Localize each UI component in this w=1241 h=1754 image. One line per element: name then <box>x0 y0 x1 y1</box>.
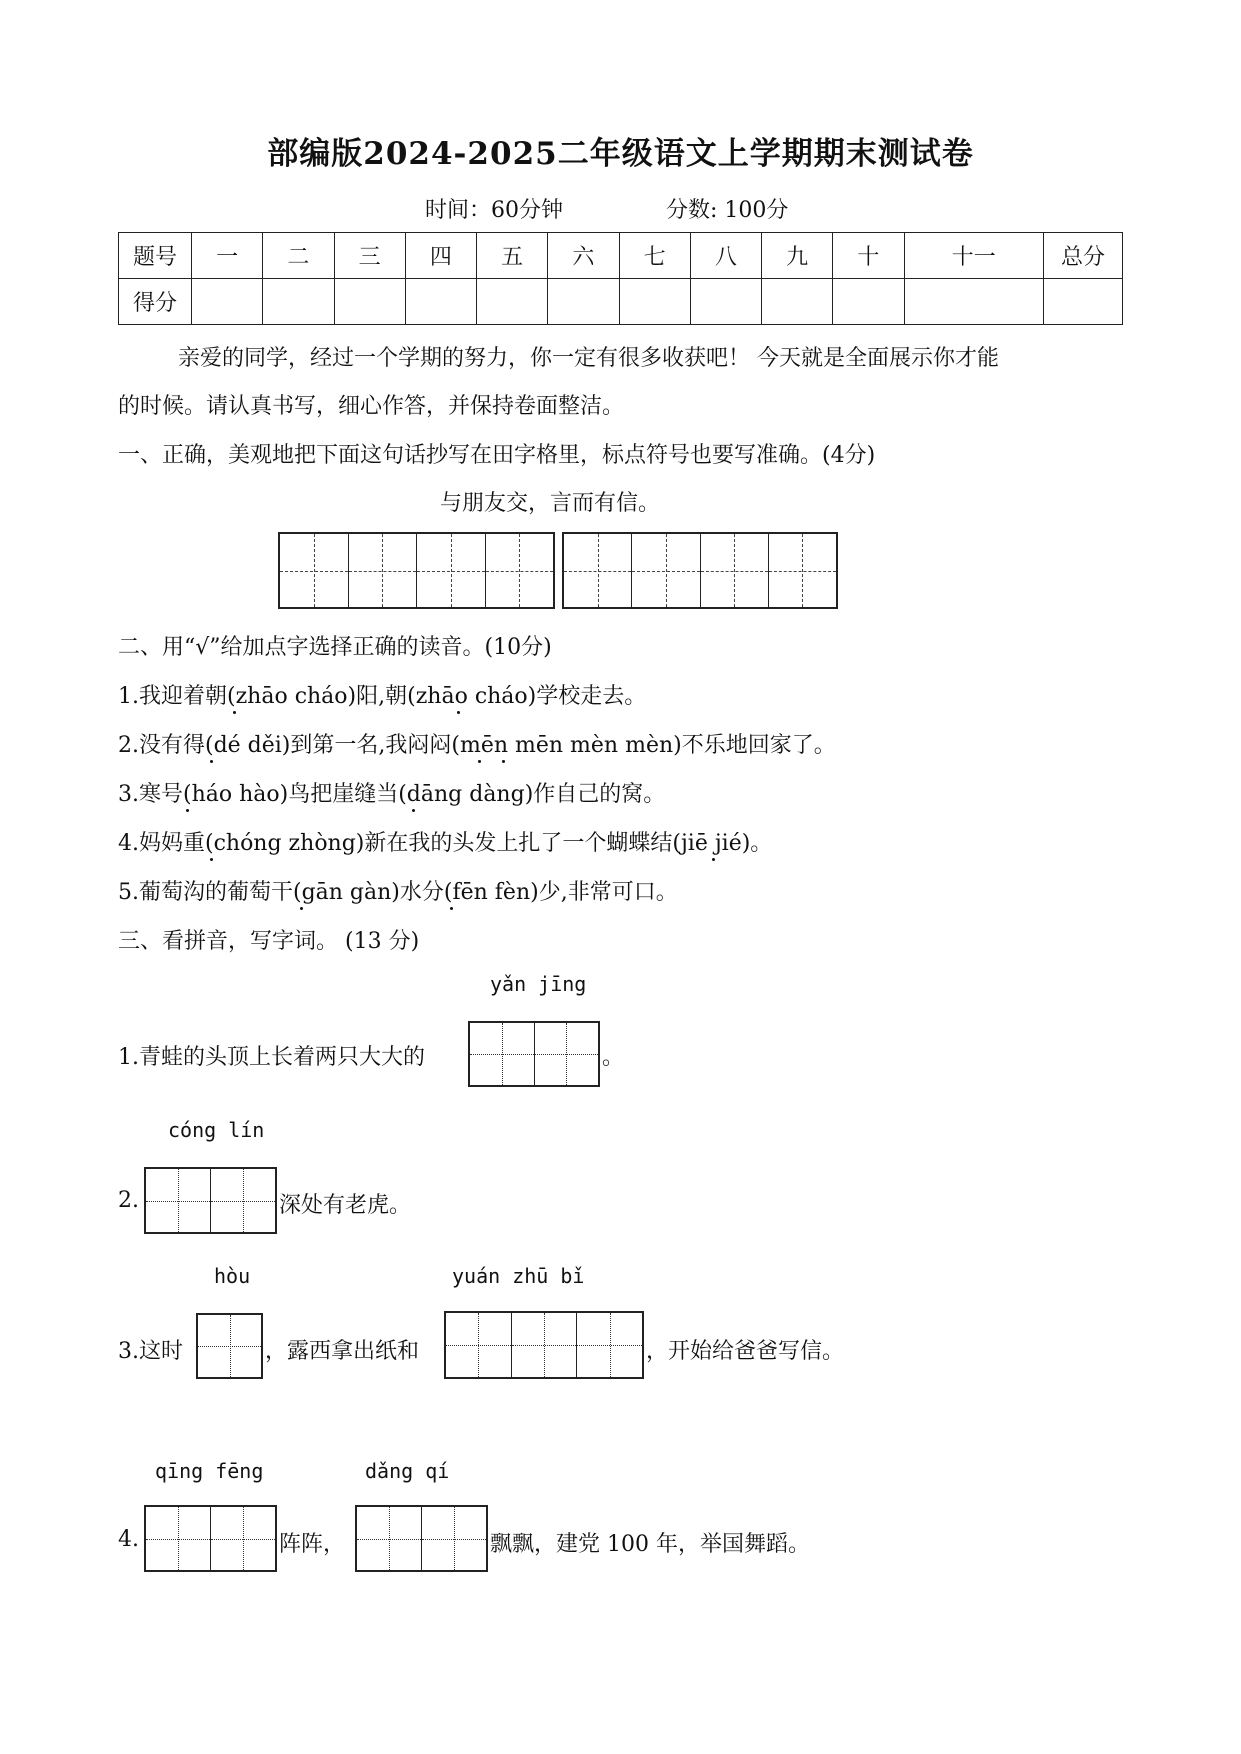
tianzige-cell[interactable] <box>211 1169 275 1232</box>
score-header-cell: 题号 <box>119 233 192 279</box>
q3-3-text-after: ，开始给爸爸写信。 <box>646 1339 845 1364</box>
emphasis-dot <box>186 809 189 812</box>
intro-line-1: 亲爱的同学，经过一个学期的努力，你一定有很多收获吧！ 今天就是全面展示你才能 <box>178 346 999 371</box>
emphasis-dot <box>712 858 715 861</box>
tianzige-cell[interactable] <box>632 534 700 607</box>
intro-line-2: 的时候。请认真书写，细心作答，并保持卷面整洁。 <box>118 394 625 419</box>
q3-1-text-before: 1.青蛙的头顶上长着两只大大的 <box>118 1045 425 1070</box>
score-cell[interactable] <box>192 279 263 325</box>
score-cell[interactable] <box>548 279 619 325</box>
emphasis-dot <box>502 760 505 763</box>
emphasis-dot <box>233 711 236 714</box>
q3-4-text-before: 4. <box>118 1527 139 1552</box>
score-header-cell: 总分 <box>1044 233 1123 279</box>
q3-2-pinyin: cóng lín <box>168 1118 265 1142</box>
q3-2-text-before: 2. <box>118 1188 139 1213</box>
score-header-cell: 八 <box>690 233 761 279</box>
q3-4-text-middle: 阵阵， <box>279 1532 346 1557</box>
q3-1-text-after: 。 <box>602 1045 625 1070</box>
emphasis-dot <box>478 760 481 763</box>
score-header-cell: 三 <box>334 233 405 279</box>
tianzige-cell[interactable] <box>198 1315 261 1377</box>
tianzige-cell[interactable] <box>564 534 632 607</box>
score-cell[interactable] <box>263 279 334 325</box>
tianzige-cell[interactable] <box>349 534 418 607</box>
q2-item-5: 5.葡萄沟的葡萄干(gān gàn)水分(fēn fèn)少,非常可口。 <box>118 880 678 905</box>
tianzige-cell[interactable] <box>486 534 554 607</box>
score-cell[interactable] <box>619 279 690 325</box>
score-cell[interactable] <box>904 279 1044 325</box>
score-header-cell: 十一 <box>904 233 1044 279</box>
tianzige-cell[interactable] <box>357 1507 422 1570</box>
score-cell[interactable] <box>762 279 833 325</box>
emphasis-dot <box>210 858 213 861</box>
page-title: 部编版2024-2025二年级语文上学期期末测试卷 <box>267 136 974 172</box>
q3-3-pinyin-b: yuán zhū bǐ <box>452 1264 585 1288</box>
emphasis-dot <box>300 907 303 910</box>
q2-item-3: 3.寒号(háo hào)鸟把崖缝当(dāng dàng)作自己的窝。 <box>118 782 666 807</box>
tianzige-cell[interactable] <box>535 1023 599 1085</box>
q3-1-answer-grid[interactable] <box>468 1021 600 1087</box>
q3-3-answer-grid-a[interactable] <box>196 1313 263 1379</box>
tianzige-cell[interactable] <box>146 1507 211 1570</box>
tianzige-cell[interactable] <box>211 1507 275 1570</box>
q1-sentence: 与朋友交，言而有信。 <box>440 491 661 516</box>
tianzige-cell[interactable] <box>446 1313 512 1377</box>
tianzige-cell[interactable] <box>577 1313 642 1377</box>
exam-time: 时间：60分钟 <box>425 198 563 223</box>
score-table-header-row <box>119 233 1123 279</box>
tianzige-cell[interactable] <box>470 1023 535 1085</box>
q1-tianzige-grid-right[interactable] <box>562 532 838 609</box>
score-cell[interactable] <box>1044 279 1123 325</box>
tianzige-cell[interactable] <box>422 1507 486 1570</box>
emphasis-dot <box>412 809 415 812</box>
q3-4-pinyin-a: qīng fēng <box>155 1459 264 1483</box>
q2-item-1: 1.我迎着朝(zhāo cháo)阳,朝(zhāo cháo)学校走去。 <box>118 684 647 709</box>
tianzige-cell[interactable] <box>280 534 349 607</box>
q3-3-text-before: 3.这时 <box>118 1339 183 1364</box>
score-header-cell: 四 <box>405 233 476 279</box>
q2-item-2: 2.没有得(dé děi)到第一名,我闷闷(mēn mēn mèn mèn)不乐地回家了。 <box>118 733 836 758</box>
score-header-cell: 九 <box>762 233 833 279</box>
q3-4-pinyin-b: dǎng qí <box>365 1459 450 1483</box>
score-header-cell: 一 <box>192 233 263 279</box>
q3-1-pinyin: yǎn jīng <box>490 972 587 996</box>
exam-total-score: 分数: 100分 <box>666 198 789 223</box>
q3-3-text-middle: ，露西拿出纸和 <box>265 1339 420 1364</box>
q3-2-answer-grid[interactable] <box>144 1167 277 1234</box>
score-cell[interactable] <box>405 279 476 325</box>
score-header-cell: 六 <box>548 233 619 279</box>
q3-3-answer-grid-b[interactable] <box>444 1311 644 1379</box>
q1-title: 一、正确，美观地把下面这句话抄写在田字格里，标点符号也要写准确。(4分) <box>118 443 876 468</box>
tianzige-cell[interactable] <box>769 534 836 607</box>
score-cell[interactable] <box>690 279 761 325</box>
emphasis-dot <box>457 711 460 714</box>
q2-item-4: 4.妈妈重(chóng zhòng)新在我的头发上扎了一个蝴蝶结(jiē jié)。 <box>118 831 773 856</box>
q3-4-answer-grid-b[interactable] <box>355 1505 488 1572</box>
tianzige-cell[interactable] <box>701 534 769 607</box>
q3-4-text-after: 飘飘，建党 100 年，举国舞蹈。 <box>490 1532 810 1557</box>
score-cell[interactable] <box>477 279 548 325</box>
score-header-cell: 十 <box>833 233 904 279</box>
q3-title: 三、看拼音，写字词。 (13 分) <box>118 929 420 954</box>
emphasis-dot <box>210 760 213 763</box>
tianzige-cell[interactable] <box>146 1169 211 1232</box>
tianzige-cell[interactable] <box>417 534 486 607</box>
score-header-cell: 七 <box>619 233 690 279</box>
score-cell[interactable] <box>833 279 904 325</box>
q3-2-text-after: 深处有老虎。 <box>279 1193 412 1218</box>
q2-title: 二、用“√”给加点字选择正确的读音。(10分) <box>118 635 552 660</box>
score-row-label: 得分 <box>119 279 192 325</box>
score-table-score-row <box>119 279 1123 325</box>
q3-3-pinyin-a: hòu <box>214 1264 251 1288</box>
emphasis-dot <box>450 907 453 910</box>
score-table <box>118 232 1123 325</box>
q1-tianzige-grid-left[interactable] <box>278 532 555 609</box>
score-header-cell: 五 <box>477 233 548 279</box>
q3-4-answer-grid-a[interactable] <box>144 1505 277 1572</box>
tianzige-cell[interactable] <box>512 1313 578 1377</box>
score-cell[interactable] <box>334 279 405 325</box>
score-header-cell: 二 <box>263 233 334 279</box>
